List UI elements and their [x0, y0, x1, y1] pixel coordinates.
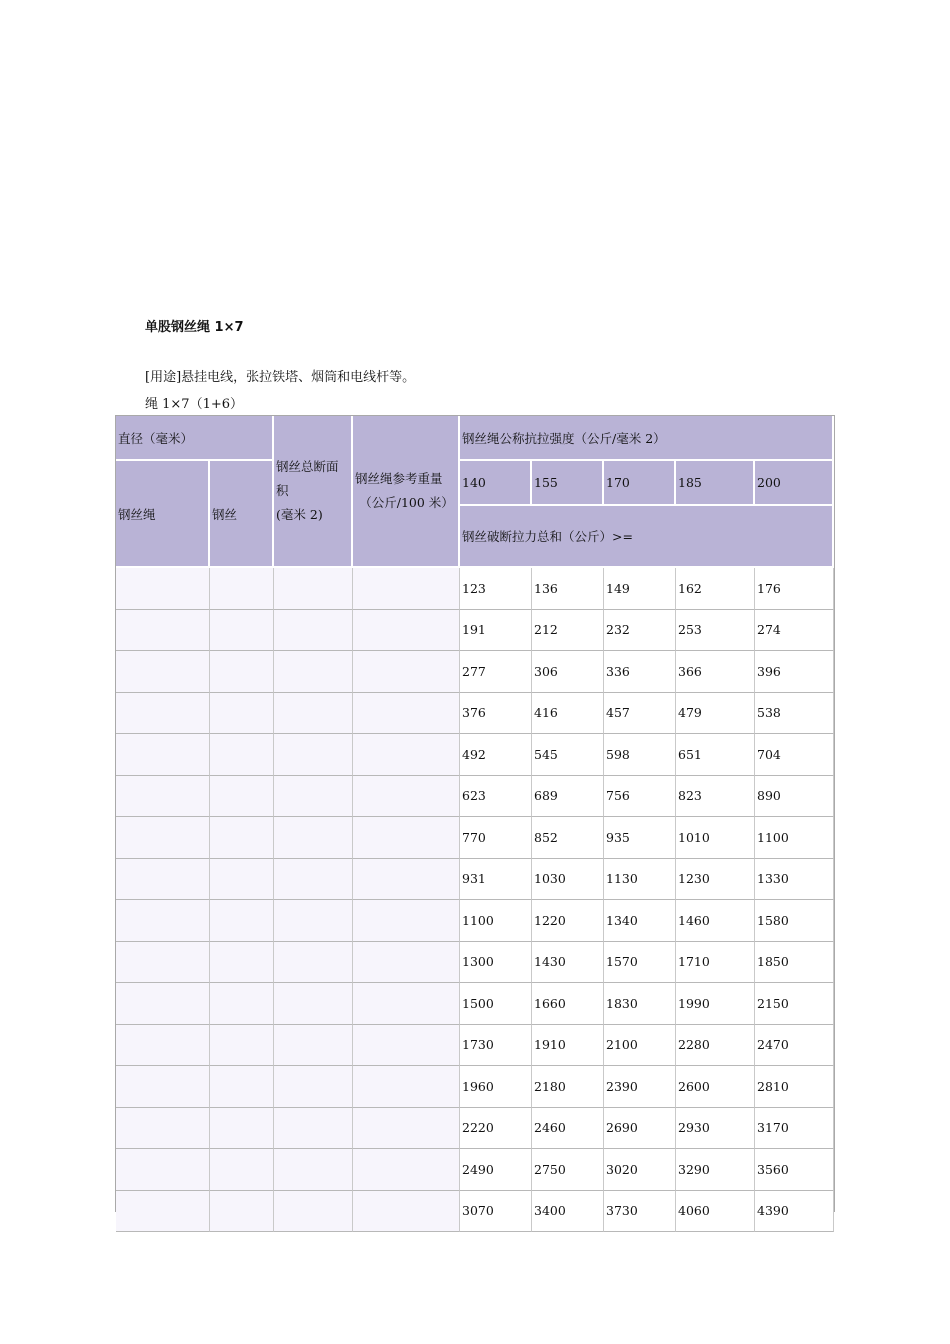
strength-header: 钢丝绳公称抗拉强度（公斤/毫米 2）	[460, 416, 834, 461]
strength-grade: 170	[604, 461, 676, 506]
breaking-force-cell: 1960	[460, 1066, 532, 1108]
breaking-force-cell: 2150	[755, 983, 834, 1025]
breaking-force-cell: 492	[460, 734, 532, 776]
table-row	[116, 900, 834, 942]
area-header-line2: 积	[276, 483, 289, 499]
area-header-line1: 钢丝总断面	[276, 459, 339, 475]
empty-cell	[116, 1108, 210, 1150]
empty-cell	[210, 568, 274, 610]
breaking-force-cell: 2600	[676, 1066, 755, 1108]
empty-cell	[210, 859, 274, 901]
table-body	[116, 568, 834, 1232]
usage-text: [用途]悬挂电线，张拉铁塔、烟筒和电线杆等。	[145, 370, 416, 385]
empty-cell	[210, 651, 274, 693]
empty-cell	[116, 817, 210, 859]
wire-rope-table	[115, 415, 835, 1219]
breaking-force-cell: 2280	[676, 1025, 755, 1067]
breaking-force-cell: 704	[755, 734, 834, 776]
empty-cell	[353, 776, 460, 818]
table-row	[116, 568, 834, 610]
breaking-force-cell: 191	[460, 610, 532, 652]
breaking-force-cell: 4060	[676, 1191, 755, 1233]
breaking-force-cell: 1340	[604, 900, 676, 942]
breaking-force-cell: 756	[604, 776, 676, 818]
breaking-force-cell: 1910	[532, 1025, 604, 1067]
breaking-force-cell: 232	[604, 610, 676, 652]
strength-grade: 155	[532, 461, 604, 506]
breaking-force-cell: 416	[532, 693, 604, 735]
empty-cell	[210, 983, 274, 1025]
strength-grade: 185	[676, 461, 755, 506]
empty-cell	[116, 1191, 210, 1233]
table-row	[116, 693, 834, 735]
breaking-force-cell: 176	[755, 568, 834, 610]
breaking-force-cell: 1710	[676, 942, 755, 984]
empty-cell	[210, 734, 274, 776]
empty-cell	[116, 900, 210, 942]
empty-cell	[116, 1025, 210, 1067]
empty-cell	[210, 776, 274, 818]
breaking-force-cell: 651	[676, 734, 755, 776]
breaking-force-cell: 890	[755, 776, 834, 818]
breaking-force-cell: 1100	[460, 900, 532, 942]
breaking-force-cell: 2460	[532, 1108, 604, 1150]
empty-cell	[353, 693, 460, 735]
table-row	[116, 651, 834, 693]
wire-rope-spec-table	[116, 416, 834, 1232]
breaking-force-cell: 770	[460, 817, 532, 859]
empty-cell	[274, 1191, 353, 1233]
empty-cell	[210, 942, 274, 984]
breaking-force-cell: 598	[604, 734, 676, 776]
empty-cell	[353, 1025, 460, 1067]
area-header	[274, 416, 353, 568]
table-row	[116, 1025, 834, 1067]
empty-cell	[353, 610, 460, 652]
breaking-force-cell: 623	[460, 776, 532, 818]
breaking-force-cell: 376	[460, 693, 532, 735]
breaking-force-cell: 1130	[604, 859, 676, 901]
empty-cell	[210, 900, 274, 942]
empty-cell	[116, 776, 210, 818]
empty-cell	[353, 859, 460, 901]
breaking-force-cell: 1300	[460, 942, 532, 984]
table-row	[116, 734, 834, 776]
breaking-force-cell: 1030	[532, 859, 604, 901]
table-row	[116, 859, 834, 901]
empty-cell	[274, 859, 353, 901]
breaking-force-cell: 2930	[676, 1108, 755, 1150]
empty-cell	[274, 734, 353, 776]
breaking-force-cell: 162	[676, 568, 755, 610]
diameter-header: 直径（毫米）	[116, 416, 274, 461]
breaking-force-cell: 277	[460, 651, 532, 693]
breaking-force-cell: 2180	[532, 1066, 604, 1108]
empty-cell	[274, 900, 353, 942]
breaking-force-cell: 1100	[755, 817, 834, 859]
breaking-force-cell: 3170	[755, 1108, 834, 1150]
empty-cell	[274, 693, 353, 735]
empty-cell	[353, 651, 460, 693]
empty-cell	[116, 1066, 210, 1108]
breaking-force-cell: 1500	[460, 983, 532, 1025]
breaking-force-cell: 3070	[460, 1191, 532, 1233]
empty-cell	[116, 651, 210, 693]
breaking-force-cell: 823	[676, 776, 755, 818]
empty-cell	[353, 942, 460, 984]
empty-cell	[353, 1108, 460, 1150]
breaking-force-cell: 3560	[755, 1149, 834, 1191]
empty-cell	[116, 983, 210, 1025]
breaking-force-cell: 2100	[604, 1025, 676, 1067]
table-row	[116, 776, 834, 818]
breaking-force-cell: 1220	[532, 900, 604, 942]
breaking-force-cell: 3730	[604, 1191, 676, 1233]
breaking-force-cell: 538	[755, 693, 834, 735]
breaking-force-cell: 149	[604, 568, 676, 610]
breaking-force-cell: 4390	[755, 1191, 834, 1233]
document-title: 单股钢丝绳 1×7	[145, 320, 244, 335]
breaking-force-cell: 3400	[532, 1191, 604, 1233]
breaking-force-cell: 1010	[676, 817, 755, 859]
weight-header	[353, 416, 460, 568]
breaking-force-cell: 396	[755, 651, 834, 693]
breaking-force-cell: 1570	[604, 942, 676, 984]
table-row	[116, 1191, 834, 1233]
empty-cell	[353, 900, 460, 942]
breaking-force-cell: 2490	[460, 1149, 532, 1191]
breaking-force-cell: 2220	[460, 1108, 532, 1150]
table-row	[116, 817, 834, 859]
breaking-force-cell: 123	[460, 568, 532, 610]
breaking-force-cell: 479	[676, 693, 755, 735]
breaking-force-cell: 1460	[676, 900, 755, 942]
breaking-force-cell: 1830	[604, 983, 676, 1025]
empty-cell	[353, 1191, 460, 1233]
empty-cell	[210, 1066, 274, 1108]
breaking-force-cell: 366	[676, 651, 755, 693]
empty-cell	[210, 1149, 274, 1191]
table-row	[116, 1149, 834, 1191]
breaking-force-cell: 545	[532, 734, 604, 776]
breaking-force-cell: 2390	[604, 1066, 676, 1108]
empty-cell	[210, 693, 274, 735]
breaking-force-cell: 689	[532, 776, 604, 818]
breaking-force-cell: 253	[676, 610, 755, 652]
breaking-force-cell: 274	[755, 610, 834, 652]
breaking-force-cell: 136	[532, 568, 604, 610]
empty-cell	[274, 568, 353, 610]
empty-cell	[274, 1149, 353, 1191]
breaking-force-header: 钢丝破断拉力总和（公斤）>=	[460, 506, 834, 568]
weight-header-line2: （公斤/100 米）	[359, 495, 454, 510]
empty-cell	[210, 610, 274, 652]
table-row	[116, 1066, 834, 1108]
breaking-force-cell: 457	[604, 693, 676, 735]
empty-cell	[210, 1025, 274, 1067]
table-row	[116, 1108, 834, 1150]
empty-cell	[116, 859, 210, 901]
breaking-force-cell: 935	[604, 817, 676, 859]
breaking-force-cell: 852	[532, 817, 604, 859]
breaking-force-cell: 2690	[604, 1108, 676, 1150]
empty-cell	[353, 817, 460, 859]
breaking-force-cell: 1730	[460, 1025, 532, 1067]
strength-grade: 200	[755, 461, 834, 506]
empty-cell	[353, 1066, 460, 1108]
empty-cell	[210, 817, 274, 859]
empty-cell	[274, 942, 353, 984]
weight-header-line1: 钢丝绳参考重量	[355, 471, 443, 487]
breaking-force-cell: 3020	[604, 1149, 676, 1191]
empty-cell	[116, 734, 210, 776]
empty-cell	[353, 1149, 460, 1191]
breaking-force-cell: 2810	[755, 1066, 834, 1108]
breaking-force-cell: 1660	[532, 983, 604, 1025]
empty-cell	[274, 776, 353, 818]
empty-cell	[116, 610, 210, 652]
empty-cell	[274, 1108, 353, 1150]
table-row	[116, 983, 834, 1025]
breaking-force-cell: 212	[532, 610, 604, 652]
table-row	[116, 610, 834, 652]
area-header-line3: (毫米 2)	[276, 506, 323, 522]
rope-spec-subtitle: 绳 1×7（1+6）	[145, 397, 244, 412]
breaking-force-cell: 336	[604, 651, 676, 693]
breaking-force-cell: 1230	[676, 859, 755, 901]
empty-cell	[353, 983, 460, 1025]
empty-cell	[274, 983, 353, 1025]
breaking-force-cell: 306	[532, 651, 604, 693]
table-row	[116, 942, 834, 984]
empty-cell	[274, 610, 353, 652]
breaking-force-cell: 1990	[676, 983, 755, 1025]
wire-header: 钢丝	[210, 461, 274, 568]
empty-cell	[274, 1025, 353, 1067]
empty-cell	[353, 734, 460, 776]
empty-cell	[274, 1066, 353, 1108]
breaking-force-cell: 1580	[755, 900, 834, 942]
breaking-force-cell: 1850	[755, 942, 834, 984]
empty-cell	[116, 1149, 210, 1191]
empty-cell	[353, 568, 460, 610]
breaking-force-cell: 931	[460, 859, 532, 901]
empty-cell	[116, 568, 210, 610]
breaking-force-cell: 3290	[676, 1149, 755, 1191]
empty-cell	[274, 817, 353, 859]
empty-cell	[210, 1108, 274, 1150]
empty-cell	[116, 693, 210, 735]
empty-cell	[116, 942, 210, 984]
breaking-force-cell: 1330	[755, 859, 834, 901]
empty-cell	[210, 1191, 274, 1233]
breaking-force-cell: 2750	[532, 1149, 604, 1191]
breaking-force-cell: 1430	[532, 942, 604, 984]
rope-header: 钢丝绳	[116, 461, 210, 568]
breaking-force-cell: 2470	[755, 1025, 834, 1067]
empty-cell	[274, 651, 353, 693]
strength-grade: 140	[460, 461, 532, 506]
